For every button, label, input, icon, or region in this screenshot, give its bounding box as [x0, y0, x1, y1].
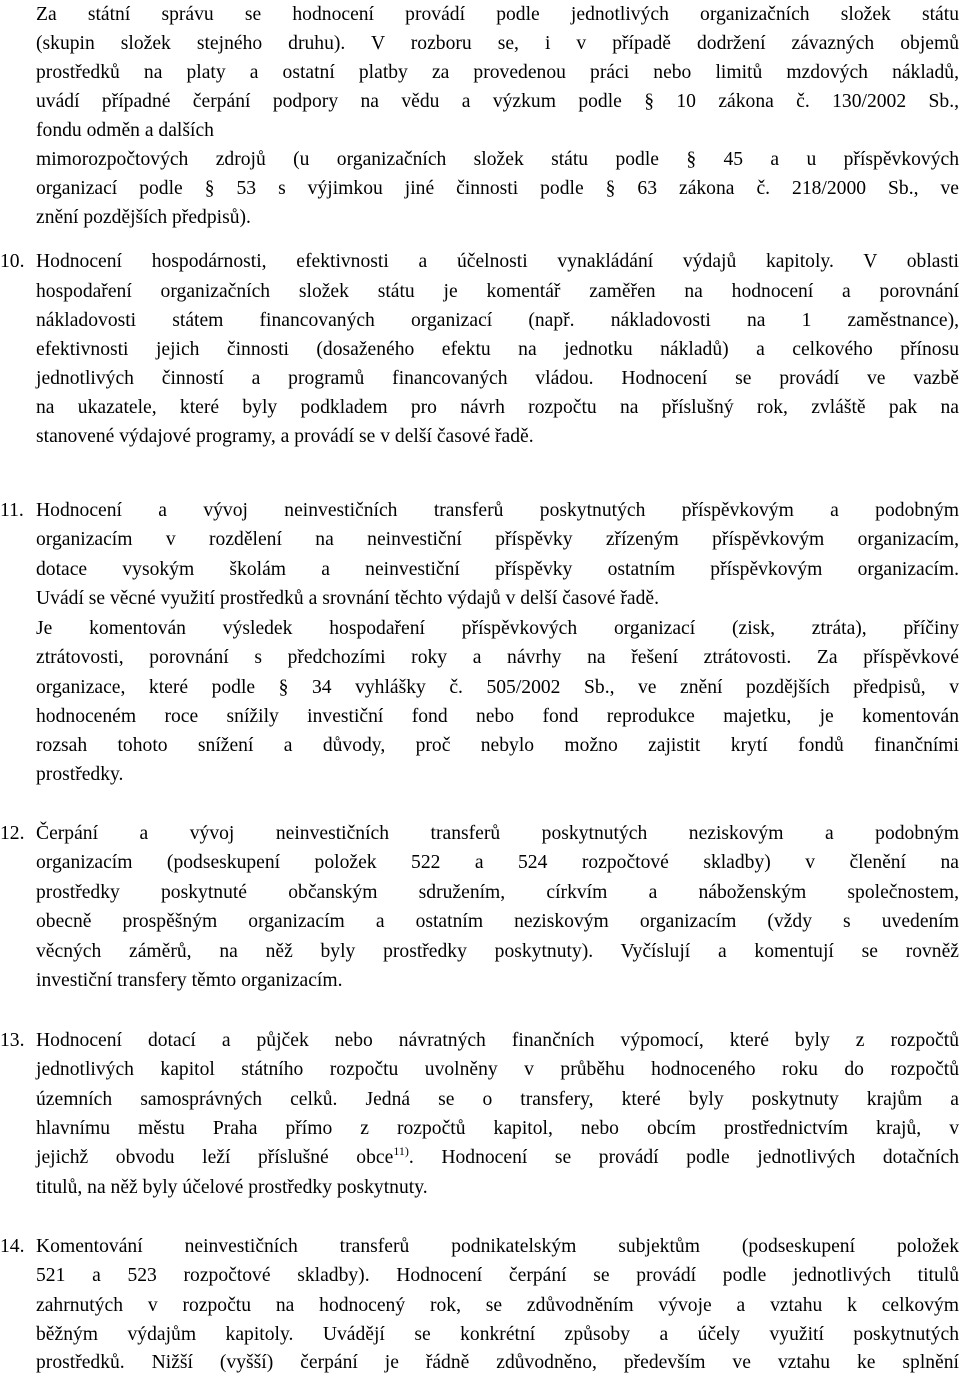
text-line: 521 a 523 rozpočtové skladby). Hodnocení čerpání se provádí podle jednotlivých titulů — [36, 1265, 959, 1286]
text-line: věcných záměrů, na něž byly prostředky poskytnuty). Vyčíslují a komentují se rovněž — [36, 941, 959, 962]
text-line: prostředky poskytnuté občanským sdružením, církvím a náboženským společnostem, — [36, 882, 959, 903]
item-number: 10. — [0, 251, 25, 272]
text-line: hlavnímu městu Praha přímo z rozpočtů kapitol, nebo obcím prostřednictvím krajů, v — [36, 1118, 959, 1139]
text-line: Hodnocení hospodárnosti, efektivnosti a účelnosti vynakládání výdajů kapitoly. V oblasti — [36, 251, 959, 272]
text-line: hospodaření organizačních složek státu je komentář zaměřen na hodnocení a porovnání — [36, 281, 959, 302]
text-line: organizací podle § 53 s výjimkou jiné činnosti podle § 63 zákona č. 218/2000 Sb., ve — [36, 178, 959, 199]
text-line: rozsah tohoto snížení a důvody, proč nebylo možno zajistit krytí fondů finančními — [36, 735, 959, 756]
text-line: ztrátovosti, porovnání s předchozími roky a návrhy na řešení ztrátovosti. Za příspěvkové — [36, 647, 959, 668]
text-segment: jejichž obvodu leží příslušné obce — [36, 1147, 394, 1168]
text-line: Uvádí se věcné využití prostředků a srovnání těchto výdajů v delší časové řadě. — [36, 588, 659, 609]
text-line: na ukazatele, které byly podkladem pro návrh rozpočtu na příslušný rok, zvláště pak na — [36, 397, 959, 418]
text-line: Hodnocení dotací a půjček nebo návratných finančních výpomocí, které byly z rozpočtů — [36, 1030, 959, 1051]
text-line: fondu odměn a dalších — [36, 120, 214, 141]
footnote-reference[interactable]: 11) — [393, 1144, 409, 1158]
text-line: mimorozpočtových zdrojů (u organizačních složek státu podle § 45 a u příspěvkových — [36, 149, 959, 170]
text-line: prostředků na platy a ostatní platby za provedenou práci nebo limitů mzdových nákladů, — [36, 62, 959, 83]
text-line: hodnoceném roce snížily investiční fond nebo fond reprodukce majetku, je komentován — [36, 706, 959, 727]
text-line: organizacím v rozdělení na neinvestiční příspěvky zřízeným příspěvkovým organizacím, — [36, 529, 959, 550]
text-line: titulů, na něž byly účelové prostředky poskytnuty. — [36, 1177, 428, 1198]
text-line: jednotlivých činností a programů financovaných vládou. Hodnocení se provádí ve vazbě — [36, 368, 959, 389]
text-line: prostředky. — [36, 764, 124, 785]
text-line: Je komentován výsledek hospodaření příspěvkových organizací (zisk, ztráta), příčiny — [36, 618, 959, 639]
text-line: znění pozdějších předpisů). — [36, 207, 251, 228]
text-line-with-footnote — [36, 1143, 959, 1172]
item-number: 11. — [0, 500, 24, 521]
text-line: Komentování neinvestičních transferů podnikatelským subjektům (podseskupení položek — [36, 1236, 959, 1257]
text-line: jednotlivých kapitol státního rozpočtu uvolněny v průběhu hodnoceného roku do rozpočtů — [36, 1059, 959, 1080]
text-line: stanovené výdajové programy, a provádí se v delší časové řadě. — [36, 426, 534, 447]
text-line: Hodnocení a vývoj neinvestičních transferů poskytnutých příspěvkovým a podobným — [36, 500, 959, 521]
text-line: Čerpání a vývoj neinvestičních transferů poskytnutých neziskovým a podobným — [36, 823, 959, 844]
text-line: efektivnosti jejich činnosti (dosaženého efektu na jednotku nákladů) a celkového přínosu — [36, 339, 959, 360]
text-line: prostředků. Nižší (vyšší) čerpání je řádně zdůvodněno, především ve vztahu ke splnění — [36, 1352, 959, 1373]
text-line: Za státní správu se hodnocení provádí podle jednotlivých organizačních složek státu — [36, 4, 959, 25]
text-line: investiční transfery těmto organizacím. — [36, 970, 343, 991]
text-line: organizacím (podseskupení položek 522 a 524 rozpočtové skladby) v členění na — [36, 852, 959, 873]
item-number: 12. — [0, 823, 25, 844]
text-line: uvádí případné čerpání podpory na vědu a výzkum podle § 10 zákona č. 130/2002 Sb., — [36, 91, 959, 112]
text-line: (skupin složek stejného druhu). V rozboru se, i v případě dodržení závazných objemů — [36, 33, 959, 54]
text-line: územních samosprávných celků. Jedná se o transfery, které byly poskytnuty krajům a — [36, 1089, 959, 1110]
item-number: 13. — [0, 1030, 25, 1051]
text-line: zahrnutých v rozpočtu na hodnocený rok, se zdůvodněním vývoje a vztahu k celkovým — [36, 1295, 959, 1316]
text-line: dotace vysokým školám a neinvestiční příspěvky ostatním příspěvkovým organizacím. — [36, 559, 959, 580]
text-line: obecně prospěšným organizacím a ostatním neziskovým organizacím (vždy s uvedením — [36, 911, 959, 932]
text-segment: . Hodnocení se provádí podle jednotlivých dotačních — [408, 1147, 959, 1168]
text-line: nákladovosti státem financovaných organizací (např. nákladovosti na 1 zaměstnance), — [36, 310, 959, 331]
text-line: běžným výdajům kapitoly. Uvádějí se konkrétní způsoby a účely využití poskytnutých — [36, 1324, 959, 1345]
text-line: organizace, které podle § 34 vyhlášky č. 505/2002 Sb., ve znění pozdějších předpisů, v — [36, 677, 959, 698]
item-number: 14. — [0, 1236, 25, 1257]
